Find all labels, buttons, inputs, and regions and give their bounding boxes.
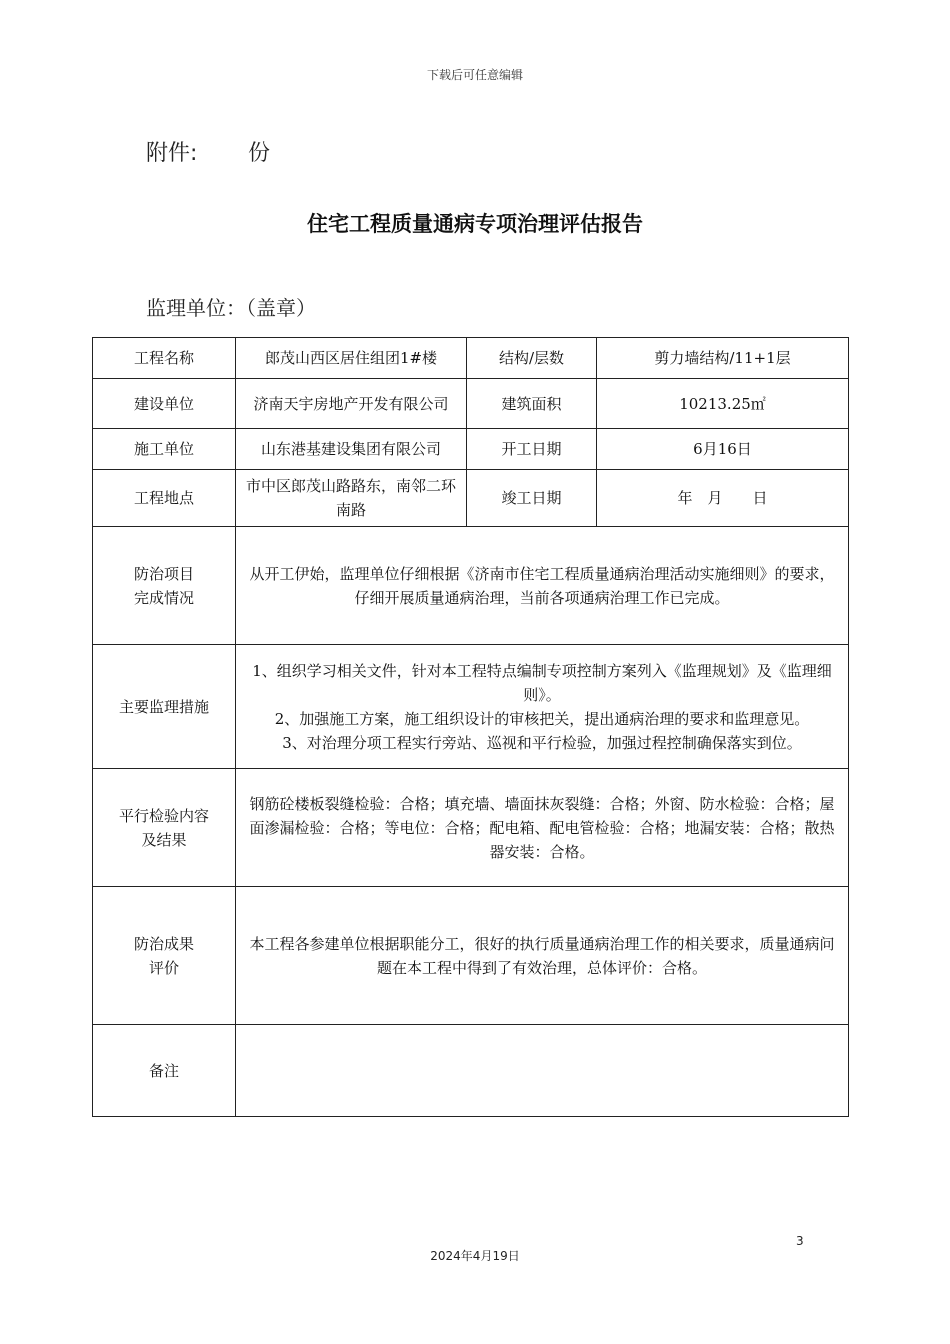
area-value: 10213.25㎡ (597, 379, 849, 429)
finish-date-label: 竣工日期 (467, 470, 597, 527)
completion-text: 从开工伊始，监理单位仔细根据《济南市住宅工程质量通病治理活动实施细则》的要求，仔细开展质量通病治理，当前各项通病治理工作已完成。 (236, 527, 849, 645)
result-label (93, 887, 236, 1025)
parallel-label (93, 769, 236, 887)
builder-value: 济南天宇房地产开发有限公司 (236, 379, 467, 429)
table-row (93, 470, 849, 527)
completion-label-line-2: 完成情况 (133, 588, 194, 607)
contractor-label: 施工单位 (93, 429, 236, 470)
attachment-unit: 份 (248, 141, 271, 166)
supervisor-line: 监理单位：（盖章） (146, 296, 316, 320)
project-name-label: 工程名称 (93, 338, 236, 379)
location-label: 工程地点 (93, 470, 236, 527)
remarks-value (236, 1025, 849, 1117)
footer-date: 2024年4月19日 (430, 1249, 520, 1263)
attachment-line (146, 136, 271, 167)
remarks-label: 备注 (93, 1025, 236, 1117)
parallel-label-line-2: 及结果 (141, 830, 187, 849)
page-number: 3 (796, 1234, 804, 1248)
table-row (93, 887, 849, 1025)
table-row (93, 338, 849, 379)
parallel-label-line-1: 平行检验内容 (118, 806, 209, 825)
area-label: 建筑面积 (467, 379, 597, 429)
structure-label: 结构/层数 (467, 338, 597, 379)
builder-label: 建设单位 (93, 379, 236, 429)
structure-value: 剪力墙结构/11+1层 (597, 338, 849, 379)
table-row (93, 429, 849, 470)
measures-label: 主要监理措施 (93, 645, 236, 769)
measure-item: 2、加强施工方案，施工组织设计的审核把关，提出通病治理的要求和监理意见。 (274, 709, 810, 728)
start-date-value: 6月16日 (597, 429, 849, 470)
measure-item: 3、对治理分项工程实行旁站、巡视和平行检验，加强过程控制确保落实到位。 (282, 733, 802, 752)
start-date-label: 开工日期 (467, 429, 597, 470)
document-title: 住宅工程质量通病专项治理评估报告 (307, 212, 643, 236)
table-row (93, 1025, 849, 1117)
table-row (93, 645, 849, 769)
table-row (93, 769, 849, 887)
completion-label-line-1: 防治项目 (133, 564, 194, 583)
header-note: 下载后可任意编辑 (426, 68, 523, 82)
project-name-value: 郎茂山西区居住组团1#楼 (236, 338, 467, 379)
result-label-line-1: 防治成果 (133, 934, 194, 953)
measures-list (236, 645, 849, 769)
location-value: 市中区郎茂山路路东，南邻二环南路 (236, 470, 467, 527)
attachment-label: 附件: (146, 141, 198, 166)
result-label-line-2: 评价 (148, 958, 179, 977)
measure-item: 1、组织学习相关文件，针对本工程特点编制专项控制方案列入《监理规划》及《监理细则》。 (252, 661, 832, 704)
completion-label (93, 527, 236, 645)
report-table (92, 337, 849, 1117)
finish-date-value: 年 月 日 (597, 470, 849, 527)
table-row (93, 527, 849, 645)
parallel-text: 钢筋砼楼板裂缝检验：合格；填充墙、墙面抹灰裂缝：合格；外窗、防水检验：合格；屋面渗漏检验：合格；等电位：合格；配电箱、配电管检验：合格；地漏安装：合格；散热器安装：合格。 (236, 769, 849, 887)
contractor-value: 山东港基建设集团有限公司 (236, 429, 467, 470)
table-row (93, 379, 849, 429)
result-text: 本工程各参建单位根据职能分工，很好的执行质量通病治理工作的相关要求，质量通病问题在本工程中得到了有效治理，总体评价：合格。 (236, 887, 849, 1025)
